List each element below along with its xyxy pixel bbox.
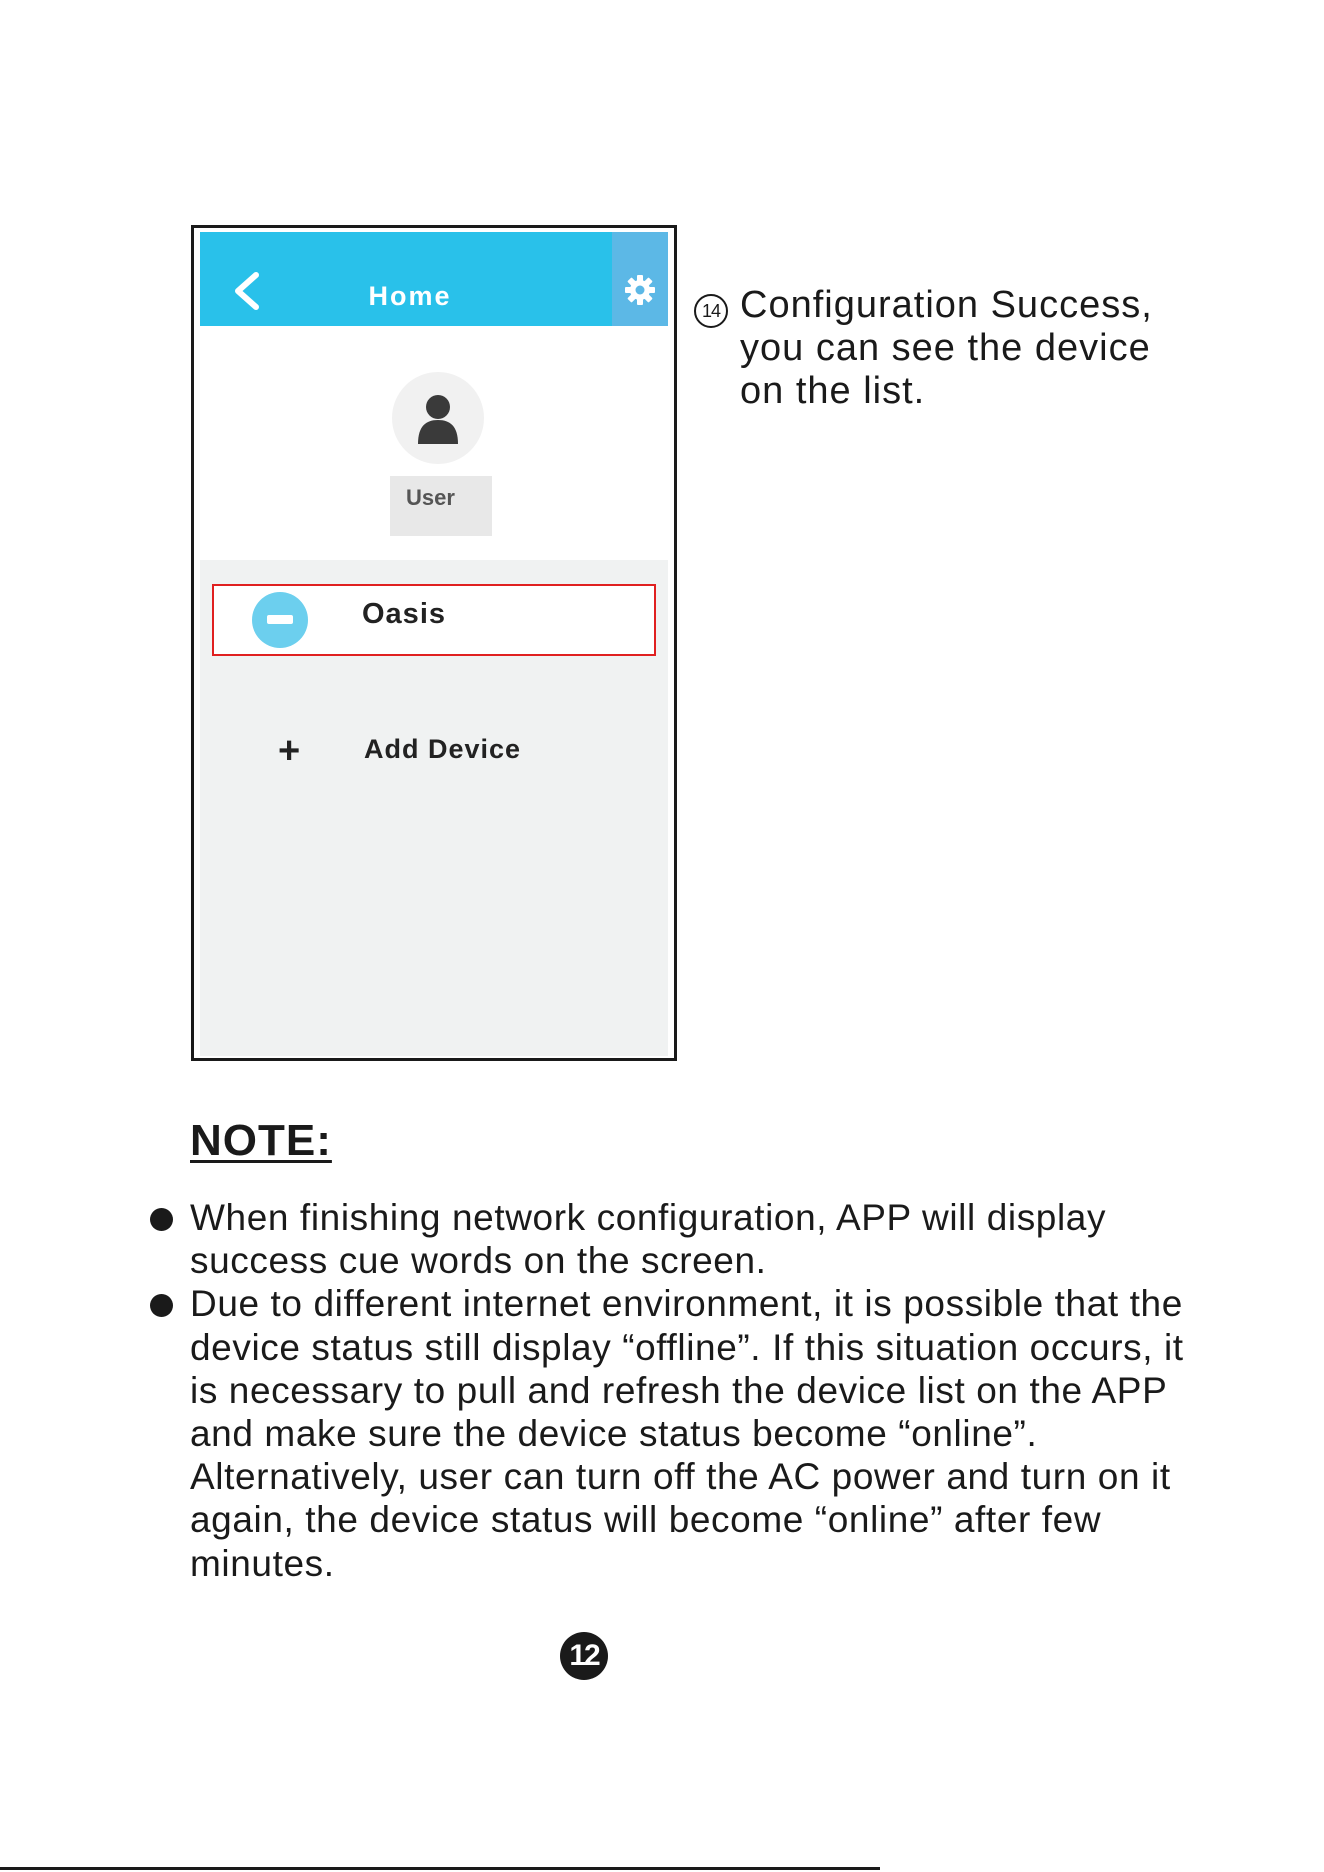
device-name: Oasis: [362, 598, 446, 630]
note-list: [148, 1196, 1188, 1585]
note-item-text: When finishing network configuration, APP will display success cue words on the screen.: [190, 1197, 1107, 1282]
user-label[interactable]: User: [390, 476, 492, 536]
app-screenshot: [191, 225, 677, 1061]
add-device-label: Add Device: [364, 734, 522, 764]
device-list: [200, 560, 668, 1056]
avatar[interactable]: [392, 372, 484, 464]
bullet-icon: [150, 1208, 173, 1231]
app-header: [200, 232, 668, 326]
air-conditioner-icon: [252, 592, 308, 648]
page-number: 12: [560, 1632, 608, 1680]
settings-button[interactable]: [612, 232, 668, 326]
device-row-oasis[interactable]: [212, 584, 656, 656]
header-title: Home: [368, 281, 452, 311]
bottom-divider: [0, 1867, 880, 1870]
bullet-icon: [150, 1294, 173, 1317]
note-heading: NOTE:: [190, 1116, 332, 1165]
add-device-button[interactable]: [278, 732, 598, 772]
note-item: [148, 1282, 1188, 1584]
step-number-badge: 14: [694, 294, 728, 328]
plus-icon: +: [278, 730, 301, 772]
gear-icon: [624, 274, 656, 306]
note-item-text: Due to different internet environment, it is possible that the device status still display “offline”. If this situation occurs, it is necessary to pull and refresh the device list on the APP and make sure the device status become “online”. Alternatively, user can turn off the AC power and turn on it again, the device status will become “online” after few minutes.: [190, 1283, 1184, 1584]
step-text: Configuration Success, you can see the device on the list.: [740, 284, 1153, 412]
note-item: [148, 1196, 1188, 1282]
user-silhouette-icon: [416, 392, 460, 444]
